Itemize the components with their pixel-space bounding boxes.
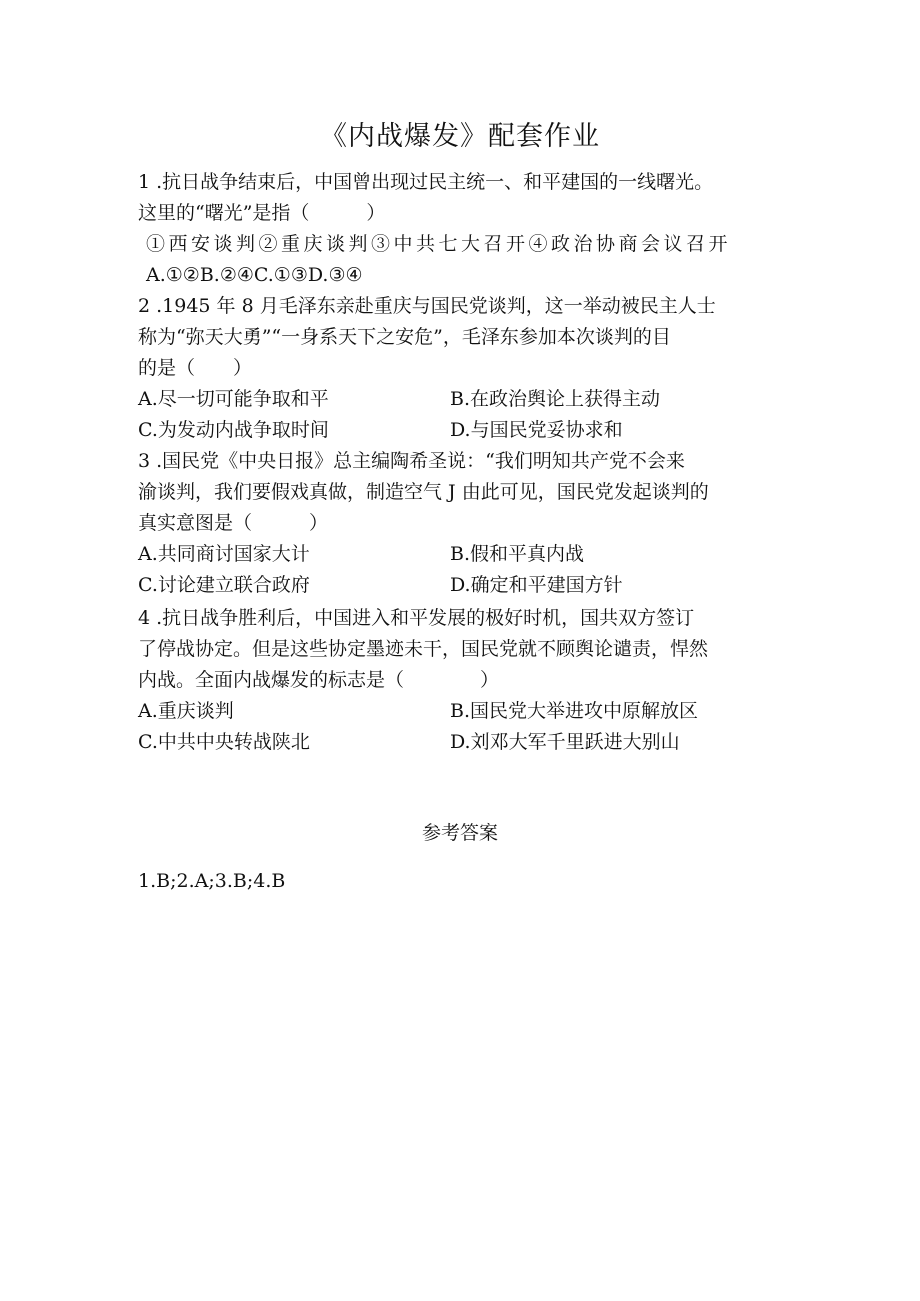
question-2-line-3: 的是（ ） <box>138 357 253 379</box>
question-2-option-d: D.与国民党妥协求和 <box>450 419 623 441</box>
question-1-items: ①西安谈判②重庆谈判③中共七大召开④政治协商会议召开 <box>146 233 732 255</box>
question-4-option-c: C.中共中央转战陕北 <box>138 731 310 753</box>
question-4-option-d: D.刘邓大军千里跃进大别山 <box>450 731 680 753</box>
page-title: 《内战爆发》配套作业 <box>320 121 600 152</box>
question-3-option-d: D.确定和平建国方针 <box>450 574 623 596</box>
question-3-option-c: C.讨论建立联合政府 <box>138 574 310 596</box>
question-3-line-1: 3 .国民党《中央日报》总主编陶希圣说：“我们明知共产党不会来 <box>138 450 685 472</box>
question-2-option-b: B.在政治舆论上获得主动 <box>450 388 661 410</box>
question-1-line-2: 这里的“曙光”是指（ ） <box>138 202 386 224</box>
question-1-options: A.①②B.②④C.①③D.③④ <box>146 264 363 286</box>
question-3-option-a: A.共同商讨国家大计 <box>138 543 310 565</box>
question-3-option-b: B.假和平真内战 <box>450 543 585 565</box>
question-4-line-1: 4 .抗日战争胜利后，中国进入和平发展的极好时机，国共双方签订 <box>138 607 695 629</box>
question-2-line-1: 2 .1945 年 8 月毛泽东亲赴重庆与国民党谈判，这一举动被民主人士 <box>138 295 716 317</box>
question-2-option-c: C.为发动内战争取时间 <box>138 419 329 441</box>
answers-heading: 参考答案 <box>421 822 498 844</box>
question-4-line-3: 内战。全面内战爆发的标志是（ ） <box>138 669 500 691</box>
question-4-line-2: 了停战协定。但是这些协定墨迹未干，国民党就不顾舆论谴责，悍然 <box>138 638 709 660</box>
question-2-line-2: 称为“弥天大勇”“一身系天下之安危”，毛泽东参加本次谈判的目 <box>138 326 671 348</box>
question-1-line-1: 1 .抗日战争结束后，中国曾出现过民主统一、和平建国的一线曙光。 <box>138 171 714 193</box>
question-4-option-a: A.重庆谈判 <box>138 700 234 722</box>
question-3-line-3: 真实意图是（ ） <box>138 512 329 534</box>
question-3-line-2: 渝谈判，我们要假戏真做，制造空气 J 由此可见，国民党发起谈判的 <box>138 481 709 503</box>
answers-text: 1.B;2.A;3.B;4.B <box>138 870 286 892</box>
question-2-option-a: A.尽一切可能争取和平 <box>138 388 329 410</box>
question-4-option-b: B.国民党大举进攻中原解放区 <box>450 700 699 722</box>
